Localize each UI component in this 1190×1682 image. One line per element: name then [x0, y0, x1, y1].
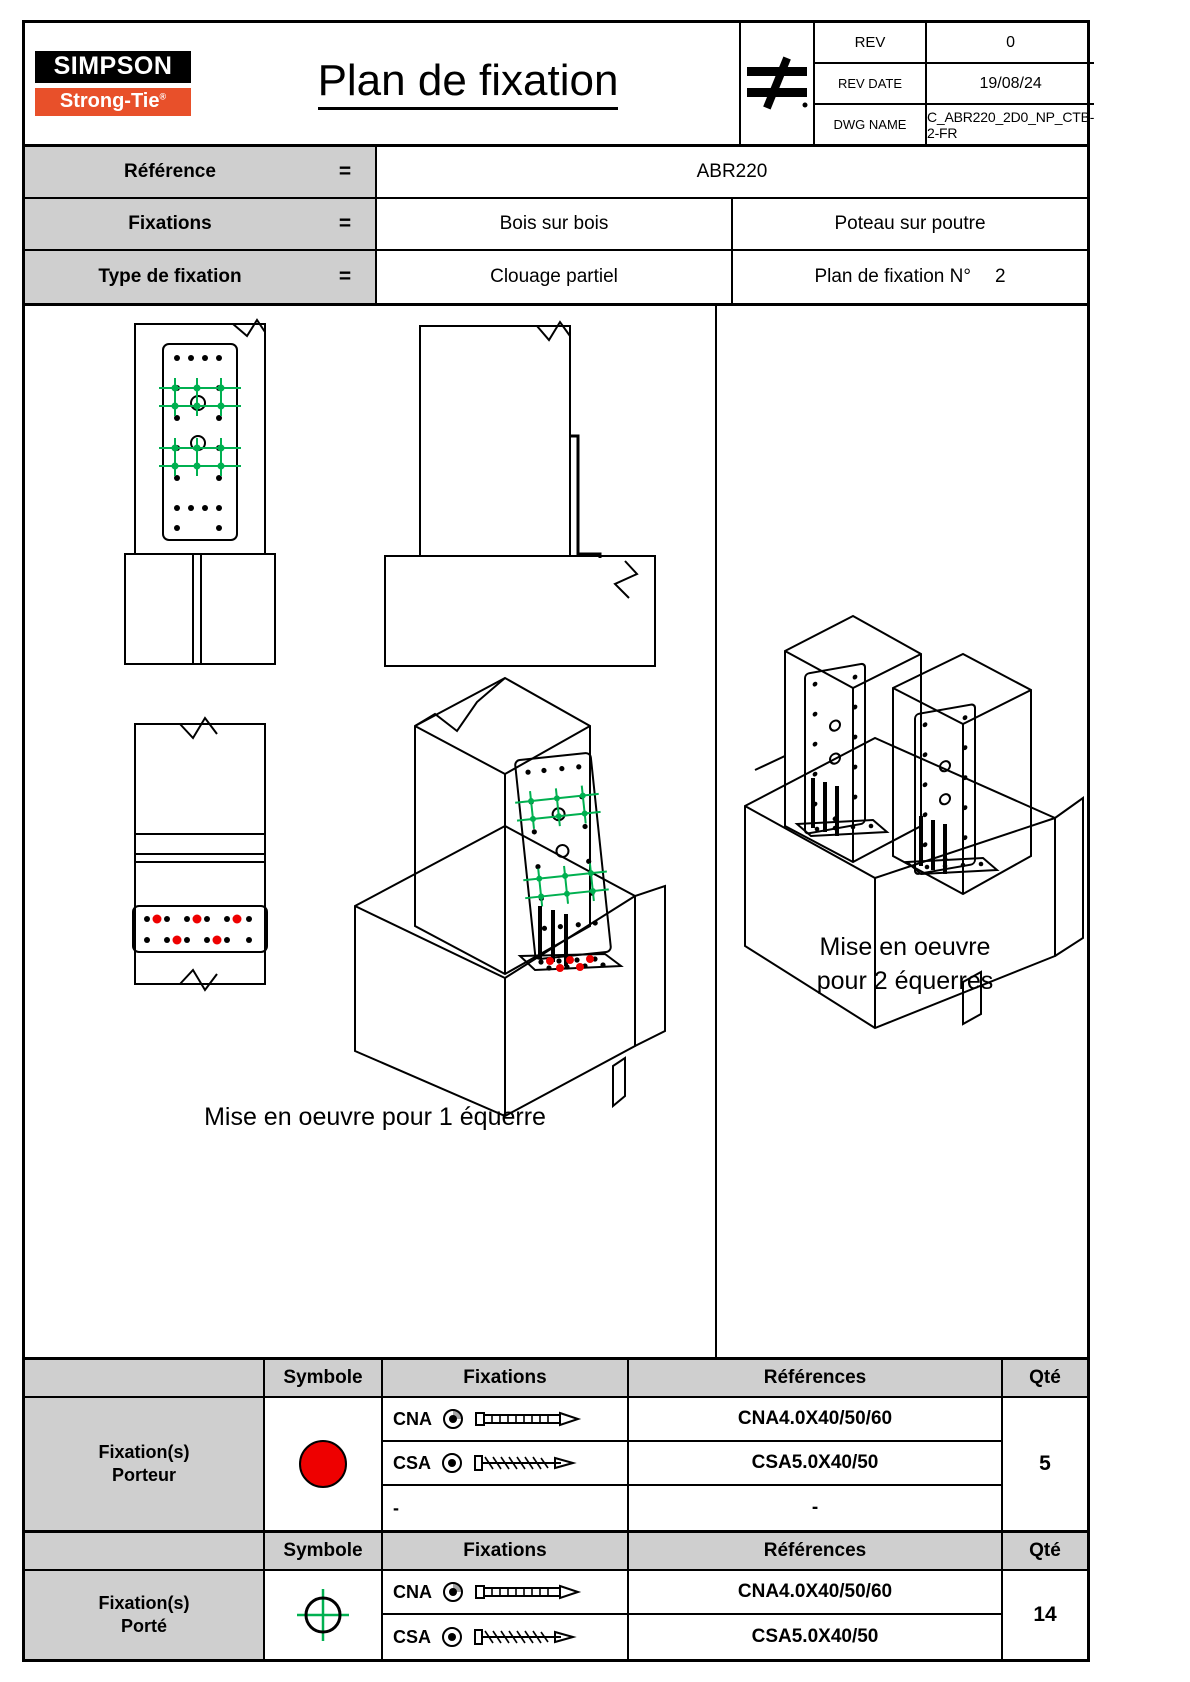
- group-label-porte-line1: Fixation(s): [98, 1592, 190, 1613]
- header-symbole-porte: Symbole: [265, 1533, 383, 1569]
- sheet-header: [25, 23, 1095, 147]
- view-plan: [133, 718, 267, 990]
- fixation-table-porte: [25, 1533, 1087, 1659]
- table-row: [383, 1442, 1003, 1486]
- fixation-table-porteur: [25, 1360, 1087, 1533]
- header-spacer-porteur: [25, 1360, 265, 1396]
- group-label-porteur: [25, 1398, 265, 1530]
- qte-porteur: 5: [1039, 1452, 1051, 1475]
- header-references-porteur: Références: [629, 1360, 1003, 1396]
- header-qte-porte: Qté: [1029, 1540, 1061, 1561]
- rev-value: 0: [1006, 33, 1016, 51]
- revision-block: [739, 23, 1095, 144]
- rev-date-value: 19/08/24: [979, 74, 1042, 92]
- nail-head-icon: [442, 1408, 464, 1430]
- fastener-code: CSA: [393, 1452, 432, 1473]
- logo-simpson-text: SIMPSON: [35, 51, 191, 82]
- info-row-reference: [25, 147, 1087, 199]
- fastener-code: -: [393, 1497, 399, 1518]
- plan-number-value: 2: [994, 266, 1006, 287]
- caption-single-bracket: Mise en oeuvre pour 1 équerre: [204, 1103, 546, 1131]
- symbol-porte: [265, 1571, 383, 1659]
- sheet-title-container: [197, 23, 739, 144]
- fastener-reference: CSA5.0X40/50: [629, 1442, 1003, 1484]
- group-label-porte: [25, 1571, 265, 1659]
- screw-head-icon: [441, 1626, 463, 1648]
- page-title: Plan de fixation: [318, 57, 619, 110]
- nail-head-icon: [442, 1581, 464, 1603]
- not-equal-icon-svg: [741, 55, 813, 113]
- fastener-reference: CSA5.0X40/50: [629, 1615, 1003, 1659]
- revision-row-dwg: [815, 105, 1094, 144]
- fastener-reference: CNA4.0X40/50/60: [629, 1398, 1003, 1440]
- info-label-reference: Référence: [25, 147, 315, 197]
- drawing-area: [25, 306, 1087, 1360]
- header-fixations-porteur: Fixations: [383, 1360, 629, 1396]
- table-row: [383, 1486, 1003, 1530]
- caption-double-line1: Mise en oeuvre: [819, 933, 991, 961]
- info-label-type: Type de fixation: [25, 251, 315, 303]
- header-qte-porteur: Qté: [1029, 1367, 1061, 1388]
- info-row-fixations: [25, 199, 1087, 251]
- fastener-code: CSA: [393, 1626, 432, 1647]
- nail-icon: [474, 1409, 586, 1429]
- view-side-elevation: [385, 322, 655, 666]
- not-equal-icon: [741, 23, 815, 144]
- screw-head-icon: [441, 1452, 463, 1474]
- view-isometric-single: [355, 678, 665, 1116]
- header-symbole-porteur: Symbole: [265, 1360, 383, 1396]
- drawing-views-left: [25, 306, 715, 1186]
- dwg-name-label: DWG NAME: [815, 105, 927, 144]
- group-label-porte-line2: Porté: [120, 1616, 167, 1636]
- drawing-sheet: [22, 20, 1095, 1662]
- header-fixations-porte: Fixations: [383, 1533, 629, 1569]
- fixation-table-porteur-body: [25, 1398, 1087, 1530]
- fastener-cell-cna-porteur: [383, 1398, 629, 1440]
- header-spacer-porte: [25, 1533, 265, 1569]
- fastener-reference: CNA4.0X40/50/60: [629, 1571, 1003, 1613]
- revision-rows: [815, 23, 1094, 144]
- fastener-cell-csa-porteur: [383, 1442, 629, 1484]
- info-value-plan-number: [733, 251, 1087, 303]
- registered-mark: ®: [159, 90, 167, 101]
- rev-label: REV: [815, 23, 927, 62]
- info-value-fixations-assembly: Poteau sur poutre: [834, 213, 986, 234]
- green-crosshair-circle-icon: [295, 1587, 351, 1643]
- fastener-code: CNA: [393, 1581, 432, 1602]
- revision-row-date: [815, 64, 1094, 105]
- fixation-table-porte-header: [25, 1533, 1087, 1571]
- info-value-reference: ABR220: [696, 161, 768, 182]
- info-value-fixations-support: Bois sur bois: [377, 199, 733, 249]
- info-eq-type: =: [315, 251, 377, 303]
- fixation-table-porteur-header: [25, 1360, 1087, 1398]
- fastener-code: CNA: [393, 1408, 432, 1429]
- dwg-name-value: C_ABR220_2D0_NP_CTB-2-FR: [927, 108, 1095, 141]
- nail-icon: [474, 1582, 586, 1602]
- info-row-type: [25, 251, 1087, 303]
- fixation-rows-porte: [383, 1571, 1003, 1659]
- fixation-table-porte-body: [25, 1571, 1087, 1659]
- plan-number-label: Plan de fixation N°: [814, 266, 971, 287]
- info-eq-fixations: =: [315, 199, 377, 249]
- group-label-porteur-line1: Fixation(s): [98, 1441, 190, 1462]
- caption-double-bracket: [735, 931, 1075, 999]
- table-row: [383, 1615, 1003, 1659]
- view-front-elevation: [125, 320, 275, 664]
- red-filled-circle-icon: [296, 1437, 350, 1491]
- logo-strongtie-label: Strong-Tie: [59, 89, 160, 112]
- info-label-fixations: Fixations: [25, 199, 315, 249]
- fastener-cell-csa-porte: [383, 1615, 629, 1659]
- screw-icon: [473, 1453, 585, 1473]
- symbol-porteur: [265, 1398, 383, 1530]
- info-table: [25, 147, 1087, 306]
- table-row: [383, 1571, 1003, 1615]
- revision-row-rev: [815, 23, 1094, 64]
- rev-date-label: REV DATE: [815, 64, 927, 103]
- info-eq-reference: =: [315, 147, 377, 197]
- drawing-divider: [715, 306, 717, 1357]
- logo-strongtie-text: [35, 88, 191, 116]
- brand-logo: [25, 23, 197, 144]
- fastener-cell-empty-porteur: [383, 1486, 629, 1530]
- fastener-cell-cna-porte: [383, 1571, 629, 1613]
- caption-double-line2: pour 2 équerres: [816, 966, 994, 995]
- info-value-type: Clouage partiel: [377, 251, 733, 303]
- fastener-reference: -: [629, 1486, 1003, 1530]
- group-label-porteur-line2: Porteur: [111, 1465, 176, 1485]
- screw-icon: [473, 1627, 585, 1647]
- header-references-porte: Références: [629, 1533, 1003, 1569]
- table-row: [383, 1398, 1003, 1442]
- qte-porte: 14: [1033, 1603, 1057, 1626]
- fixation-rows-porteur: [383, 1398, 1003, 1530]
